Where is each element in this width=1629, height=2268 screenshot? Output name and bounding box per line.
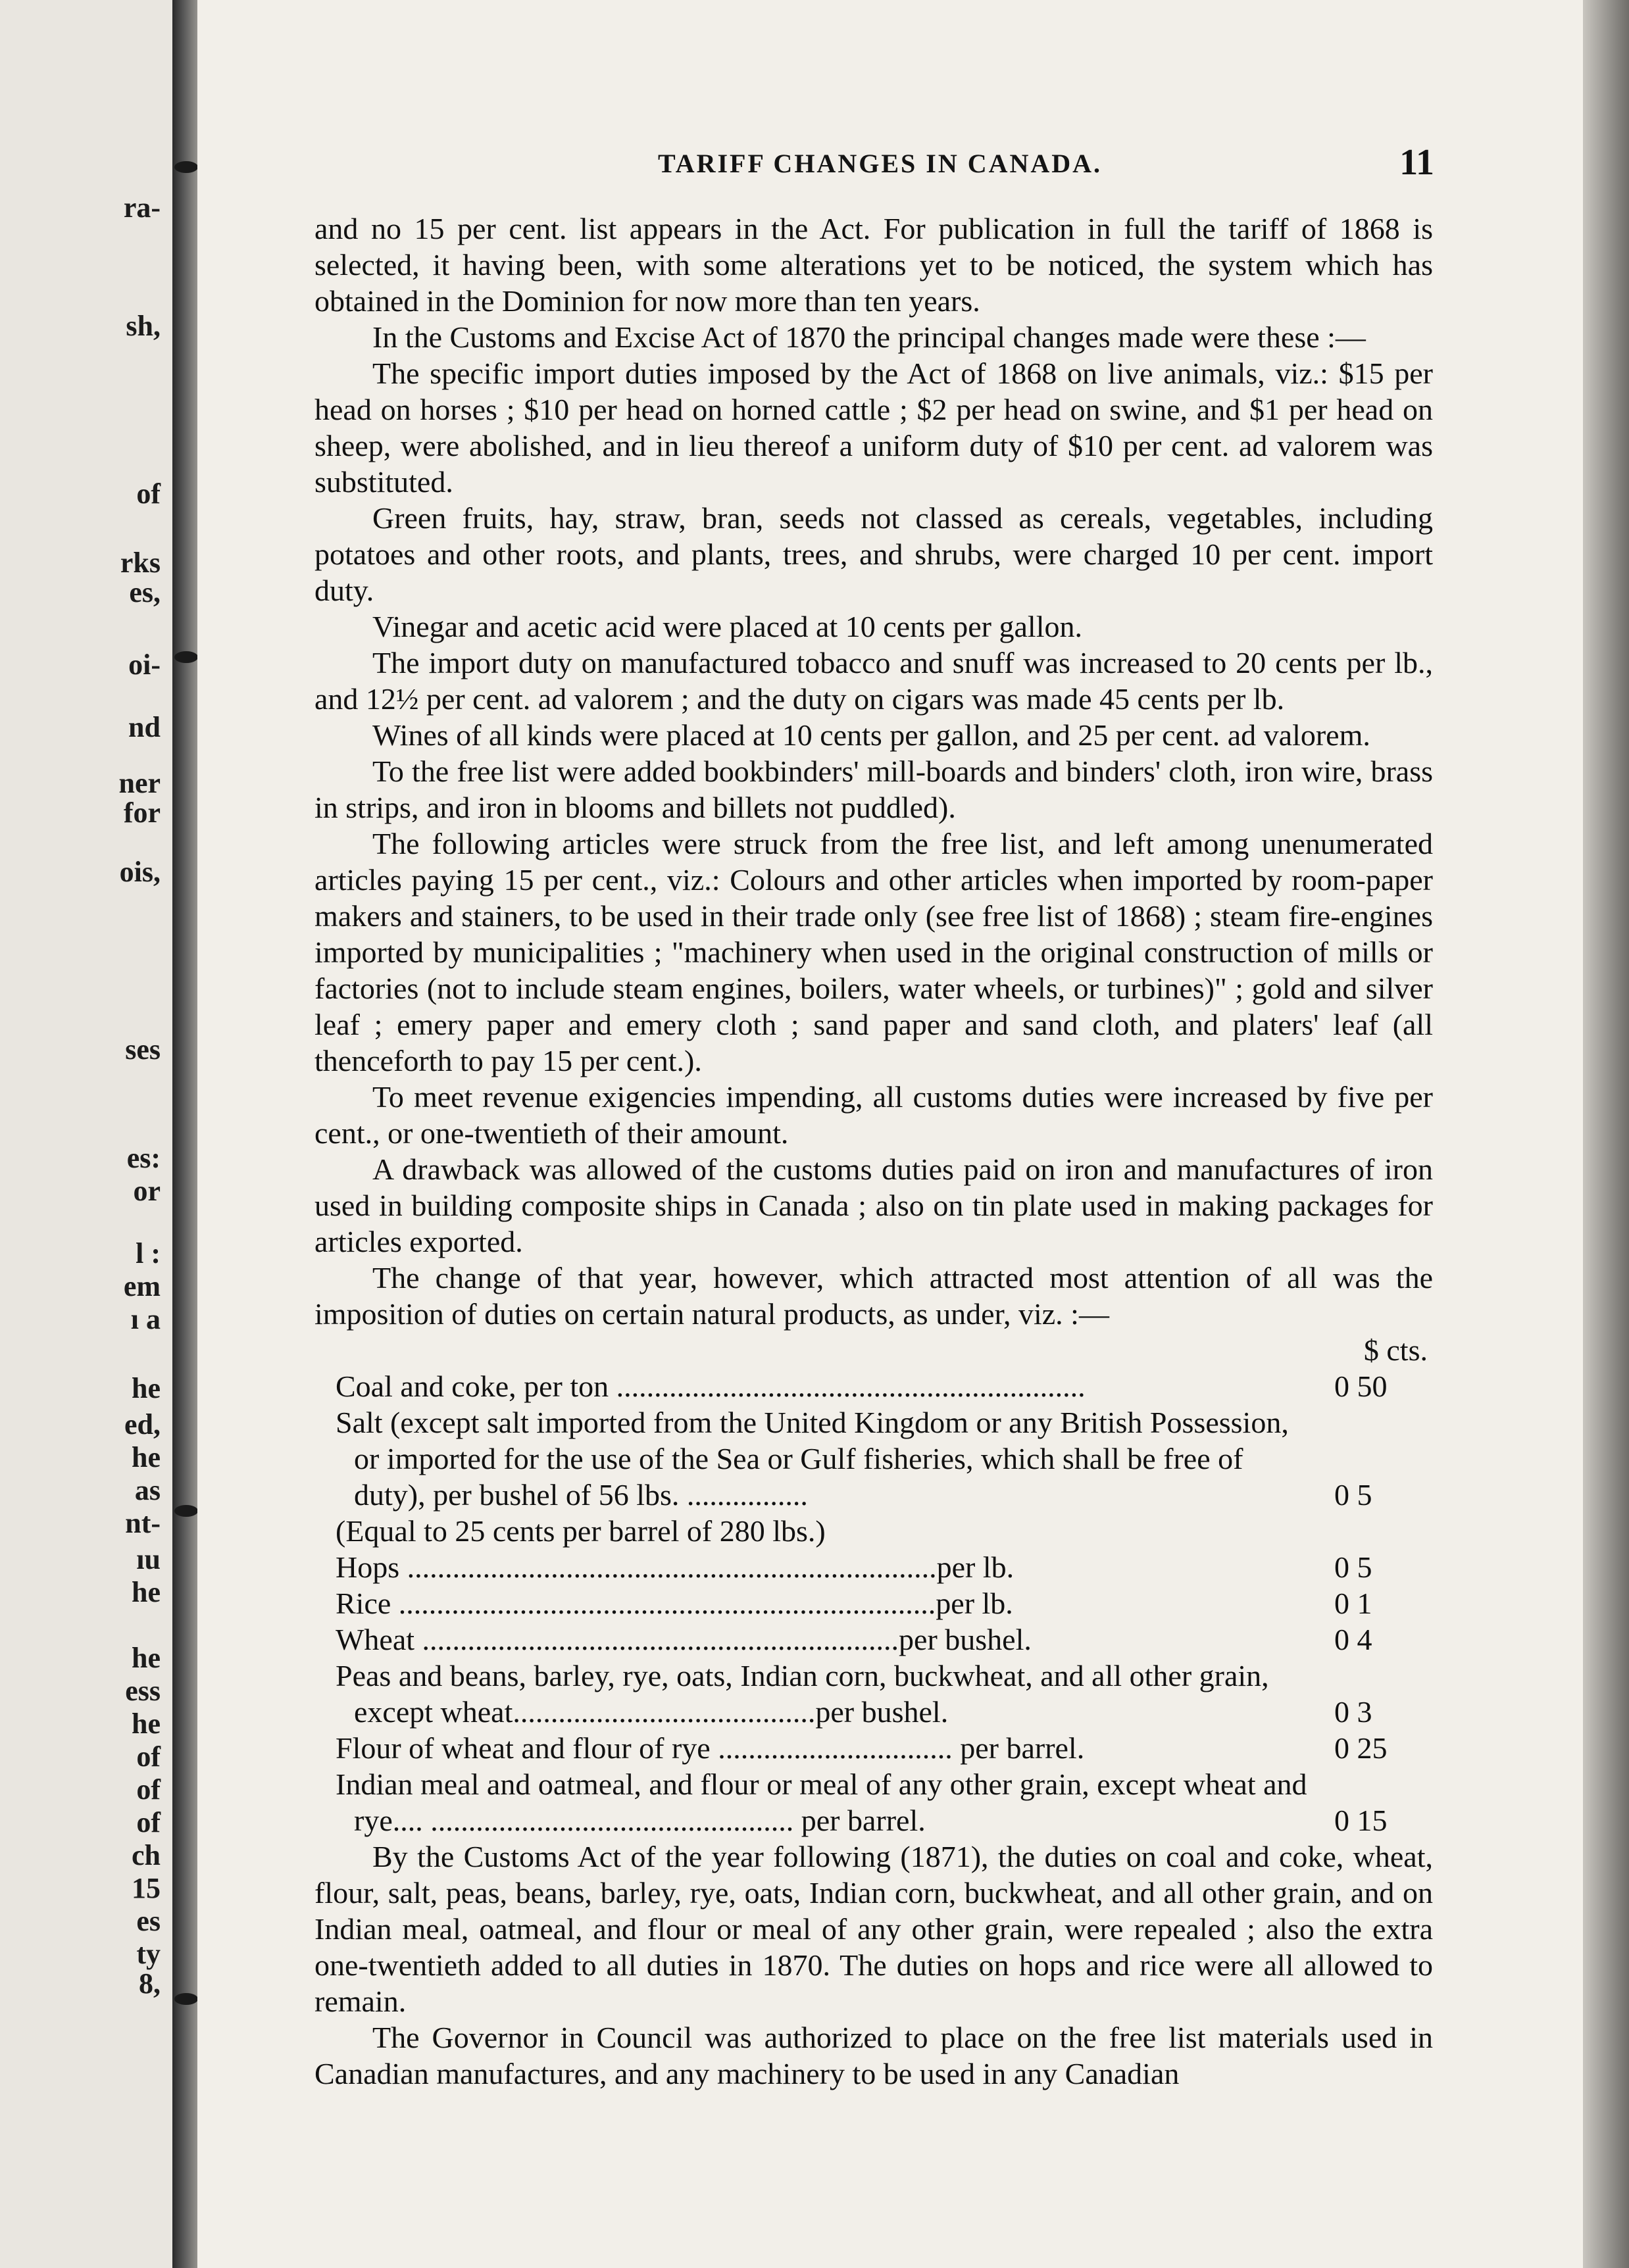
duty-item-amount: 0 4 bbox=[1334, 1623, 1372, 1656]
duty-item-amount: 0 1 bbox=[1334, 1587, 1372, 1620]
binding-mark bbox=[174, 1993, 198, 2005]
facing-page-fragment: he bbox=[132, 1372, 161, 1404]
facing-page-fragment: ch bbox=[132, 1839, 161, 1871]
facing-page-fragment: of bbox=[136, 1773, 161, 1806]
duty-table bbox=[314, 1332, 1433, 1838]
facing-page-fragment: as bbox=[134, 1474, 161, 1506]
paragraph: By the Customs Act of the year following (1871), the duties on coal and coke, wheat, flour, salt, peas, beans, barley, rye, oats, Indian corn, buckwheat, and all other grain, and on Indian meal, oatmeal, and flour or meal of any other grain, were repealed ; also the extra one-twentieth added to all duties in 1870. The duties on hops and rice were all allowed to remain. bbox=[314, 1840, 1433, 2018]
facing-page-fragment: ra- bbox=[123, 191, 161, 224]
duty-item-amount: 0 3 bbox=[1334, 1695, 1372, 1729]
paragraph: To meet revenue exigencies impending, all customs duties were increased by five per cent., or one-twentieth of their amount. bbox=[314, 1080, 1433, 1150]
facing-page-fragment: of bbox=[136, 1740, 161, 1773]
paragraph: A drawback was allowed of the customs duties paid on iron and manufactures of iron used in building composite ships in Canada ; also on tin plate used in making packages for articles exported. bbox=[314, 1152, 1433, 1258]
facing-page-fragment: l : bbox=[136, 1237, 161, 1270]
facing-page-fragment: es bbox=[136, 1905, 161, 1937]
paragraph: Vinegar and acetic acid were placed at 10 cents per gallon. bbox=[372, 610, 1082, 643]
duty-item-amount: 0 5 bbox=[1334, 1550, 1372, 1584]
duty-item-description: Wheat ...............................................................per bushel. bbox=[336, 1623, 1032, 1656]
paragraph: To the free list were added bookbinders' mill-boards and binders' cloth, iron wire, brass in strips, and iron in blooms and billets not puddled). bbox=[314, 754, 1433, 824]
facing-page-fragment: he bbox=[132, 1642, 161, 1674]
facing-page-fragment: ses bbox=[125, 1033, 161, 1066]
duty-item-amount: 0 5 bbox=[1334, 1478, 1372, 1512]
facing-page-fragment: ner bbox=[118, 767, 161, 799]
facing-page-fragment: or bbox=[133, 1175, 161, 1207]
duty-item-amount: 0 15 bbox=[1334, 1804, 1388, 1837]
facing-page-fragment: ı a bbox=[130, 1303, 161, 1335]
paragraph: In the Customs and Excise Act of 1870 the principal changes made were these :— bbox=[372, 320, 1366, 354]
facing-page-fragment: em bbox=[123, 1270, 161, 1302]
facing-page-fragment: ty bbox=[136, 1938, 161, 1970]
duty-item-description: Hops ......................................................................per lb. bbox=[336, 1550, 1015, 1584]
facing-page-fragment: es, bbox=[129, 576, 161, 608]
paragraph: and no 15 per cent. list appears in the Act. For publication in full the tariff of 1868 is selected, it having been, with some alterations yet to be noticed, the system which has obtained in the Dominion for now more than ten years. bbox=[314, 212, 1433, 318]
duty-item-description: Indian meal and oatmeal, and flour or meal of any other grain, except wheat and rye.... ................................................ per barrel. bbox=[336, 1767, 1307, 1837]
duty-table-row bbox=[314, 1766, 1433, 1838]
duty-item-description: Rice .......................................................................per lb. bbox=[336, 1587, 1013, 1620]
duty-item-amount: 0 25 bbox=[1334, 1731, 1388, 1765]
duty-item-description: Salt (except salt imported from the United Kingdom or any British Possession, or imported for the use of the Sea or Gulf fisheries, which shall be free of duty), per bushel of 56 lbs. ................ bbox=[336, 1406, 1289, 1512]
running-head: TARIFF CHANGES IN CANADA. bbox=[658, 149, 1103, 178]
facing-page-fragment: 15 bbox=[132, 1872, 161, 1904]
duty-table-row bbox=[314, 1368, 1433, 1404]
paragraph: The change of that year, however, which attracted most attention of all was the imposition of duties on certain natural products, as under, viz. :— bbox=[314, 1261, 1433, 1331]
facing-page-fragment: ed, bbox=[124, 1408, 161, 1441]
facing-page-strip bbox=[0, 0, 172, 2268]
duty-item-description: Flour of wheat and flour of rye ............................... per barrel. bbox=[336, 1731, 1085, 1765]
page-number: 11 bbox=[1399, 142, 1434, 183]
paragraph: Green fruits, hay, straw, bran, seeds not classed as cereals, vegetables, including potatoes and other roots, and plants, trees, and shrubs, were charged 10 per cent. import duty. bbox=[314, 501, 1433, 607]
paragraph: The import duty on manufactured tobacco and snuff was increased to 20 cents per lb., and 12½ per cent. ad valorem ; and the duty on cigars was made 45 cents per lb. bbox=[314, 646, 1433, 716]
facing-page-fragment: nt- bbox=[125, 1507, 161, 1539]
facing-page-fragment: oi- bbox=[128, 649, 161, 681]
page-edge-shadow bbox=[1583, 0, 1629, 2268]
facing-page-fragment: he bbox=[132, 1441, 161, 1473]
duty-table-row bbox=[314, 1513, 1433, 1549]
duty-table-row bbox=[314, 1730, 1433, 1766]
facing-page-fragment: ıu bbox=[136, 1543, 161, 1575]
paragraph: The following articles were struck from the free list, and left among unenumerated articles paying 15 per cent., viz.: Colours and other articles when imported by room-paper makers and stainers, to be used in their trade only (see free list of 1868) ; steam fire-engines imported by municipalities ; "machinery when used in the original construction of mills or factories (not to include steam engines, boilers, water wheels, or turbines)" ; gold and silver leaf ; emery paper and emery cloth ; sand paper and sand cloth, and platers' leaf (all thenceforth to pay 15 per cent.). bbox=[314, 827, 1433, 1077]
paragraph: The specific import duties imposed by the Act of 1868 on live animals, viz.: $15 per head on horses ; $10 per head on horned cattle ; $2 per head on swine, and $1 per head on sheep, were abolished, and in lieu thereof a uniform duty of $10 per cent. ad valorem was substituted. bbox=[314, 357, 1433, 499]
duty-item-amount: 0 50 bbox=[1334, 1369, 1388, 1403]
duty-item-description: Peas and beans, barley, rye, oats, Indian corn, buckwheat, and all other grain, except wheat........................................per bushel. bbox=[336, 1659, 1269, 1729]
duty-table-unit-header: $ cts. bbox=[1363, 1333, 1428, 1367]
duty-table-row bbox=[314, 1585, 1433, 1621]
facing-page-fragment: for bbox=[123, 797, 161, 829]
duty-item-description: (Equal to 25 cents per barrel of 280 lbs.) bbox=[336, 1514, 826, 1548]
facing-page-fragment: he bbox=[132, 1576, 161, 1608]
duty-table-rows bbox=[314, 1368, 1433, 1838]
binding-mark bbox=[174, 161, 198, 173]
page-body bbox=[314, 210, 1433, 2092]
book-spine bbox=[172, 0, 199, 2268]
facing-page-fragment: sh, bbox=[126, 310, 161, 342]
facing-page-fragment: he bbox=[132, 1708, 161, 1740]
facing-page-fragment: nd bbox=[128, 711, 161, 743]
duty-table-row bbox=[314, 1404, 1433, 1513]
duty-table-row bbox=[314, 1621, 1433, 1658]
duty-table-row bbox=[314, 1549, 1433, 1585]
facing-page-fragment: ois, bbox=[119, 856, 161, 888]
facing-page-fragment: ess bbox=[125, 1675, 161, 1707]
duty-item-description: Coal and coke, per ton .............................................................. bbox=[336, 1369, 1086, 1403]
paragraph: Wines of all kinds were placed at 10 cents per gallon, and 25 per cent. ad valorem. bbox=[372, 718, 1370, 752]
facing-page-fragment: 8, bbox=[139, 1967, 161, 2000]
facing-page-fragment: of bbox=[136, 478, 161, 510]
facing-page-fragment: es: bbox=[126, 1142, 161, 1174]
binding-mark bbox=[174, 1505, 198, 1517]
paragraph: The Governor in Council was authorized to place on the free list materials used in Canadian manufactures, and any machinery to be used in any Canadian bbox=[314, 2021, 1433, 2090]
binding-mark bbox=[174, 651, 198, 663]
facing-page-fragment: of bbox=[136, 1806, 161, 1838]
facing-page-fragment: rks bbox=[120, 547, 161, 579]
page-header bbox=[461, 141, 1434, 181]
duty-table-row bbox=[314, 1658, 1433, 1730]
